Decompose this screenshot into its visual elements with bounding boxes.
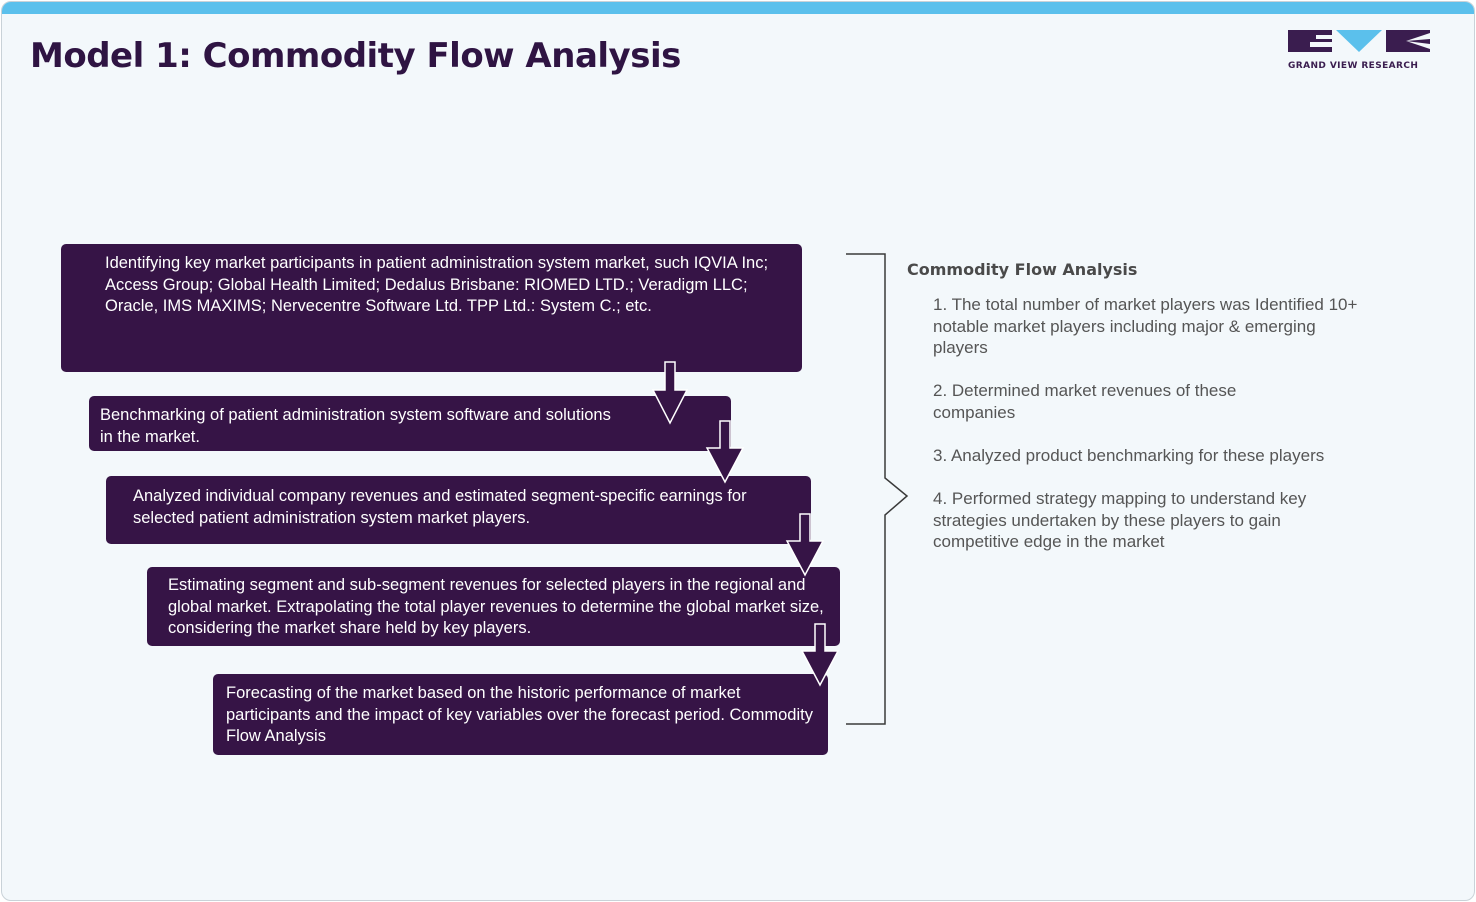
bracket-connector	[846, 254, 907, 724]
flow-step-4-text: Estimating segment and sub-segment revenues for selected players in the regional and global market. Extrapolating the total player revenues to determine the global market size, considering the market share held by key players.	[168, 576, 824, 637]
flow-arrow-3-icon	[787, 514, 823, 575]
flow-arrow-1-icon	[653, 362, 687, 423]
flow-step-2-text: Benchmarking of patient administration system software and solutions in the market.	[100, 406, 611, 446]
flow-step-1-text: Identifying key market participants in patient administration system market, such IQVIA Inc; Access Group; Global Health Limited; Dedalus Brisbane: RIOMED LTD.; Veradigm LLC; Oracle, IMS MAXIMS; Nervecentre Software Ltd. TPP Ltd.: System C.; etc.	[105, 254, 769, 315]
flow-step-5-text: Forecasting of the market based on the historic performance of market participants and the impact of key variables over the forecast period. Commodity Flow Analysis	[226, 684, 813, 745]
panel-item-1: 1. The total number of market players was Identified 10+ notable market players including major & emerging players	[933, 295, 1358, 357]
diagram-frame	[1, 1, 1475, 901]
panel-item-4: 4. Performed strategy mapping to understand key strategies undertaken by these players to gain competitive edge in the market	[933, 489, 1307, 551]
panel-heading: Commodity Flow Analysis	[907, 260, 1138, 279]
flow-arrow-4-icon	[802, 624, 838, 685]
page-title: Model 1: Commodity Flow Analysis	[30, 36, 681, 76]
panel-item-2: 2. Determined market revenues of these companies	[933, 381, 1237, 422]
flow-arrow-2-icon	[707, 421, 743, 482]
panel-item-3: 3. Analyzed product benchmarking for these players	[933, 446, 1325, 465]
logo-text: GRAND VIEW RESEARCH	[1288, 61, 1419, 71]
flow-step-3-text: Analyzed individual company revenues and estimated segment-specific earnings for selected patient administration system market players.	[133, 487, 747, 527]
